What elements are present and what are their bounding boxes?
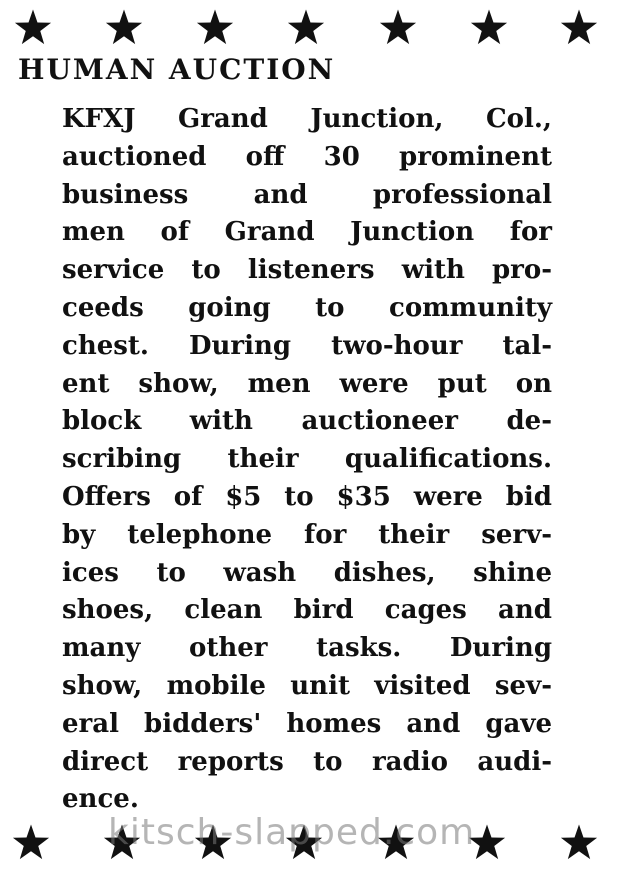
article-line: chest. During two-hour tal- bbox=[62, 330, 552, 361]
article-body bbox=[62, 101, 552, 819]
article-line: auctioned off 30 prominent bbox=[62, 141, 552, 172]
article-line: direct reports to radio audi- bbox=[62, 746, 552, 777]
star-icon bbox=[379, 8, 417, 46]
watermark: kitsch-slapped.com bbox=[108, 812, 476, 853]
star-icon bbox=[105, 8, 143, 46]
headline: HUMAN AUCTION bbox=[18, 53, 336, 86]
article-line: men of Grand Junction for bbox=[62, 217, 552, 248]
article-line: many other tasks. During bbox=[62, 633, 552, 664]
article-line: eral bidders' homes and gave bbox=[62, 708, 552, 739]
star-icon bbox=[14, 8, 52, 46]
article-line: ices to wash dishes, shine bbox=[62, 557, 552, 588]
article-line: scribing their qualifications. bbox=[62, 444, 552, 475]
article-line: Offers of $5 to $35 were bid bbox=[62, 481, 552, 512]
article-line: by telephone for their serv- bbox=[62, 519, 552, 550]
article-line: business and professional bbox=[62, 179, 552, 210]
star-icon bbox=[287, 8, 325, 46]
star-icon bbox=[12, 823, 50, 861]
top-star-row bbox=[0, 8, 618, 48]
article-line: ent show, men were put on bbox=[62, 368, 552, 399]
article-line: ence. bbox=[62, 784, 139, 815]
star-icon bbox=[560, 823, 598, 861]
article-line: ceeds going to community bbox=[62, 292, 552, 323]
star-icon bbox=[470, 8, 508, 46]
article-line: KFXJ Grand Junction, Col., bbox=[62, 104, 552, 134]
article-line: service to listeners with pro- bbox=[62, 255, 552, 286]
article-line: shoes, clean bird cages and bbox=[62, 595, 552, 626]
article-line: block with auctioneer de- bbox=[62, 406, 552, 437]
article-line: show, mobile unit visited sev- bbox=[62, 670, 552, 701]
star-icon bbox=[196, 8, 234, 46]
star-icon bbox=[560, 8, 598, 46]
